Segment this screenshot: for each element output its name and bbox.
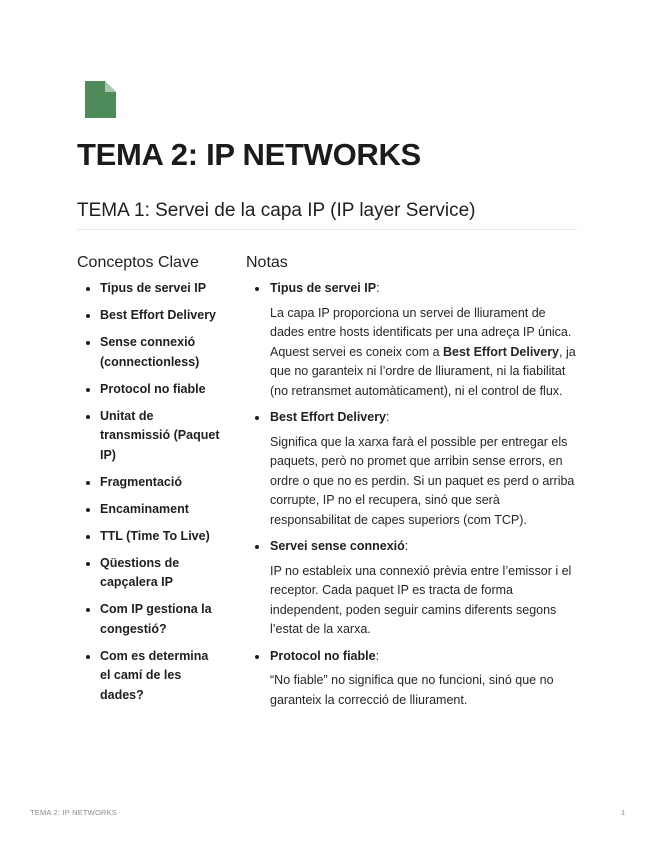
- list-item: Sense connexió (connectionless): [77, 333, 222, 372]
- note-body: [270, 304, 582, 402]
- note-term-separator: :: [386, 410, 390, 424]
- list-item: Encaminament: [77, 500, 222, 520]
- key-concepts-heading: Conceptos Clave: [77, 254, 199, 271]
- section-title: TEMA 1: Servei de la capa IP (IP layer Service): [77, 200, 476, 221]
- page-number: 1: [621, 808, 626, 817]
- notes-heading: Notas: [246, 254, 288, 271]
- notes-column: [246, 253, 582, 717]
- list-item: Fragmentació: [77, 473, 222, 493]
- list-item: Com es determina el camí de les dades?: [77, 647, 222, 706]
- document-icon-svg: [85, 81, 116, 118]
- list-item: Unitat de transmissió (Paquet IP): [77, 407, 222, 466]
- footer-title: TEMA 2: IP NETWORKS: [30, 808, 118, 817]
- note-body-text: , ja que no garanteix ni l’ordre de lliurament, ni la fiabilitat (no retransmet automàticament), ni el control de flux.: [270, 344, 576, 398]
- note-term-separator: :: [375, 648, 380, 663]
- note-term-line: [246, 647, 582, 667]
- note-body: IP no estableix una connexió prèvia entre l’emissor i el receptor. Cada paquet IP es tracta de forma independent, poden seguir camins diferents segons l’estat de la xarxa.: [270, 563, 572, 636]
- note-item: [246, 537, 582, 640]
- section-divider: [77, 229, 577, 230]
- note-body: “No fiable” no significa que no funcioni, sinó que no garanteix la correcció de lliurament.: [270, 673, 554, 707]
- list-item: Tipus de servei IP: [77, 279, 222, 299]
- note-term-separator: :: [376, 281, 380, 295]
- note-item: [246, 408, 582, 530]
- note-term: Tipus de servei IP: [270, 281, 377, 295]
- list-item: Protocol no fiable: [77, 380, 222, 400]
- page-title: TEMA 2: IP NETWORKS: [77, 137, 421, 172]
- note-term-separator: :: [404, 539, 409, 553]
- note-body: Significa que la xarxa farà el possible per entregar els paquets, però no promet que arribin sense errors, en ordre o que no es perdin. Si un paquet es perd o arriba corrupte, IP no el recupera, sinó que serà responsabilitat de capes superiors (com TCP).: [270, 434, 575, 527]
- note-term-line: [246, 279, 582, 299]
- document-icon: [85, 81, 116, 118]
- list-item: Best Effort Delivery: [77, 306, 222, 326]
- note-body-emphasis: Best Effort Delivery: [443, 344, 560, 359]
- list-item: Qüestions de capçalera IP: [77, 554, 222, 593]
- note-term: Protocol no fiable: [270, 648, 376, 663]
- list-item: TTL (Time To Live): [77, 527, 222, 547]
- note-term-line: [246, 408, 582, 428]
- list-item: Com IP gestiona la congestió?: [77, 600, 222, 639]
- key-concepts-list: [77, 279, 222, 705]
- note-body-text: La capa IP proporciona un servei de lliurament de dades entre hosts identificats per una adreça IP única. Aquest servei es coneix com a: [270, 305, 572, 359]
- note-term: Servei sense connexió: [270, 539, 405, 553]
- key-concepts-column: [77, 253, 222, 713]
- note-term: Best Effort Delivery: [270, 410, 387, 424]
- note-item: [246, 279, 582, 401]
- notes-list: [246, 279, 582, 710]
- note-item: [246, 647, 582, 711]
- note-term-line: [246, 537, 582, 557]
